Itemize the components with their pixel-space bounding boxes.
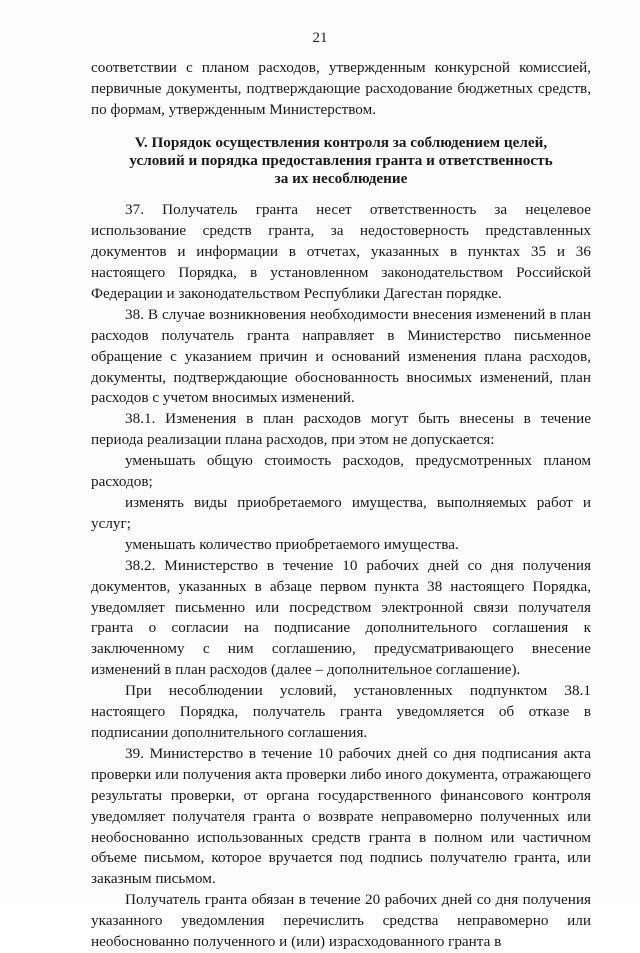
paragraph-39: 39. Министерство в течение 10 рабочих дней со дня подписания акта проверки или получения акта проверки либо иного документа, отражающего результаты проверки, от органа государственного финансового контроля уведомляет получателя гранта о возврате неправомерно полученных или необоснованно использованных средств гранта в полном или частичном объеме письмом, которое вручается под подпись получателю гранта, или заказным письмом. xyxy=(91,744,591,888)
list-item: уменьшать количество приобретаемого имущества. xyxy=(125,535,459,553)
intro-paragraph: соответствии с планом расходов, утвержденным конкурсной комиссией, первичные документы, подтверждающие расходование бюджетных средств, по формам, утвержденным Министерством. xyxy=(91,59,591,118)
section-heading-line-1: V. Порядок осуществления контроля за соблюдением целей, xyxy=(134,133,548,151)
paragraph-38: 38. В случае возникновения необходимости внесения изменений в план расходов получатель гранта направляет в Министерство письменное обращение с указанием причин и оснований изменения плана расходов, документы, подтверждающие обоснованность вносимых изменений, план расходов с учетом вносимых изменений. xyxy=(91,305,591,407)
section-heading xyxy=(91,134,591,189)
section-heading-line-3: за их несоблюдение xyxy=(274,170,408,188)
paragraph-38-2-refusal: При несоблюдении условий, установленных подпунктом 38.1 настоящего Порядка, получатель гранта уведомляется об отказе в подписании дополнительного соглашения. xyxy=(91,682,591,741)
page-number: 21 xyxy=(312,30,328,46)
paragraph-38-1: 38.1. Изменения в план расходов могут быть внесены в течение периода реализации плана расходов, при этом не допускается: xyxy=(91,410,591,449)
list-item: уменьшать общую стоимость расходов, предусмотренных планом расходов; xyxy=(91,452,591,491)
document-body xyxy=(91,58,591,953)
list-item: изменять виды приобретаемого имущества, выполняемых работ и услуг; xyxy=(91,494,591,532)
paragraph-39-refund: Получатель гранта обязан в течение 20 рабочих дней со дня получения указанного уведомления перечислить средства неправомерно или необоснованно полученного и (или) израсходованного гранта в xyxy=(91,891,591,951)
section-heading-line-2: условий и порядка предоставления гранта и ответственность xyxy=(129,151,553,169)
paragraph-38-2: 38.2. Министерство в течение 10 рабочих дней со дня получения документов, указанных в абзаце первом пункта 38 настоящего Порядка, уведомляет письменно или посредством электронной связи получателя гранта о согласии на подписание дополнительного соглашения к заключенному с ним соглашению, предусматривающего внесение изменений в план расходов (далее – дополнительное соглашение). xyxy=(91,556,591,679)
paragraph-37: 37. Получатель гранта несет ответственность за нецелевое использование средств гранта, за недостоверность представленных документов и информации в отчетах, указанных в пунктах 35 и 36 настоящего Порядка, в установленном законодательством Российской Федерации и законодательством Республики Дагестан порядке. xyxy=(91,201,591,302)
